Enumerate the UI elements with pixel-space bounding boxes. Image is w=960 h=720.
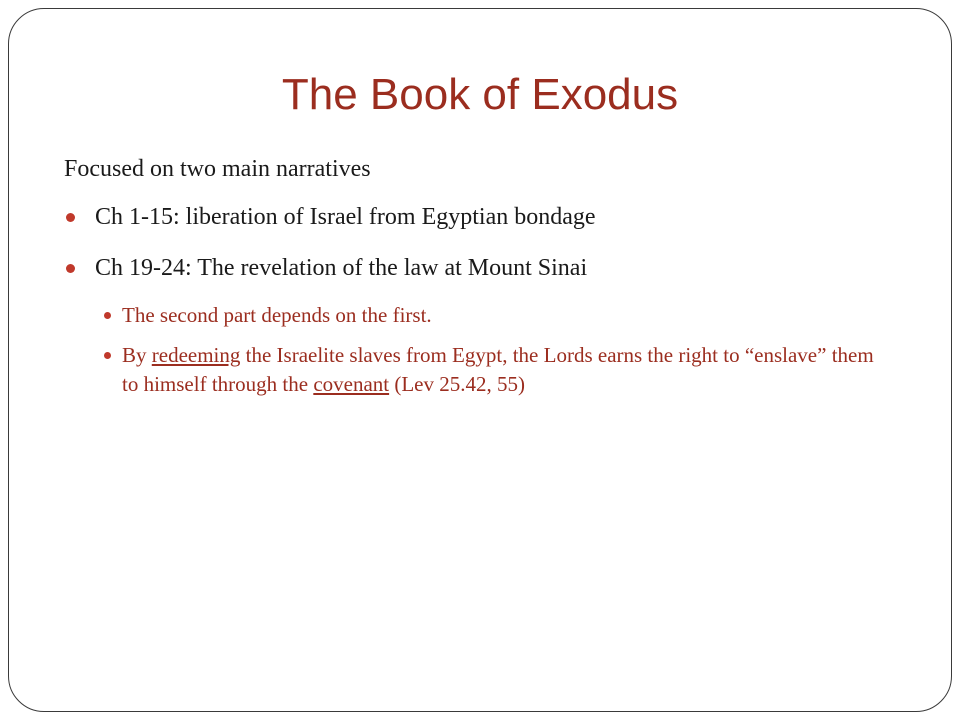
- slide-title: The Book of Exodus: [281, 70, 679, 119]
- sub-bullet-dot: [104, 352, 111, 359]
- sub-bullet-dependence: The second part depends on the first.: [122, 303, 432, 327]
- intro-text: Focused on two main narratives: [64, 156, 371, 182]
- term-redeeming: redeeming: [151, 343, 241, 367]
- bullet-item-liberation: Ch 1-15: liberation of Israel from Egyptian bondage: [95, 204, 596, 230]
- bullet-item-revelation: Ch 19-24: The revelation of the law at Mount Sinai: [95, 255, 588, 281]
- sub-bullet-redemption: [122, 341, 882, 399]
- bullet-dot: [66, 264, 75, 273]
- term-covenant: covenant: [313, 372, 390, 396]
- text-fragment: (Lev 25.42, 55): [389, 372, 525, 396]
- bullet-dot: [66, 213, 75, 222]
- text-fragment: By: [122, 343, 152, 367]
- sub-bullet-dot: [104, 312, 111, 319]
- text-fragment: the Israelite slaves from Egypt, the Lords earns the right to “enslave” them to himself through the: [122, 343, 874, 396]
